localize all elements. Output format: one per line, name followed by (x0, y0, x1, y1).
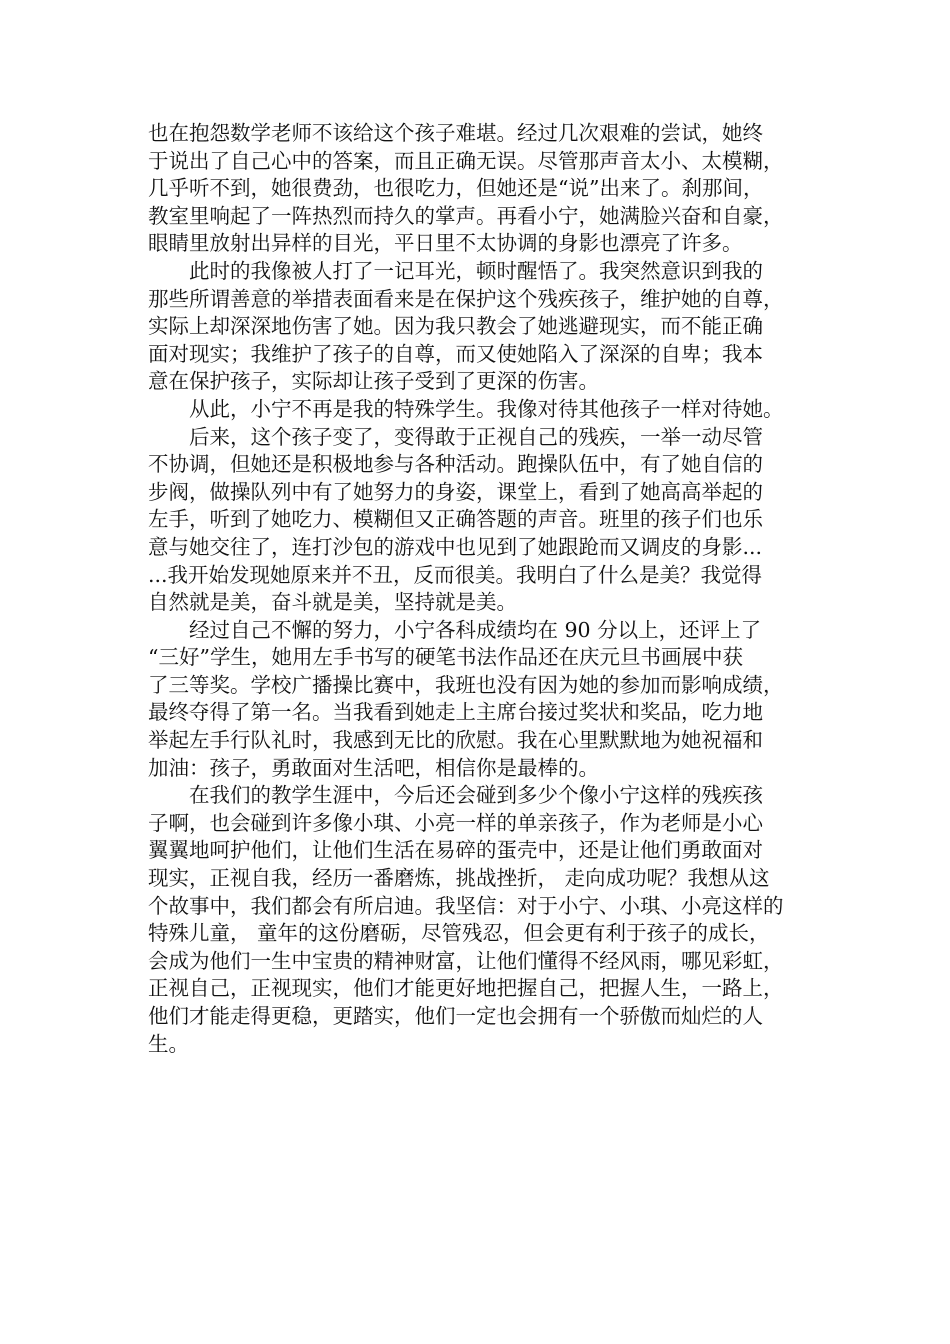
text-line: 左手，听到了她吃力、模糊但又正确答题的声音。班里的孩子们也乐 (148, 507, 763, 532)
text-line: 他们才能走得更稳，更踏实，他们一定也会拥有一个骄傲而灿烂的人 (148, 1004, 763, 1028)
document-body (148, 120, 813, 1058)
text-line: 加油：孩子，勇敢面对生活吧，相信你是最棒的。 (148, 755, 599, 780)
text-line: 举起左手行队礼时，我感到无比的欣慰。我在心里默默地为她祝福和 (148, 728, 763, 753)
text-line: 面对现实；我维护了孩子的自尊，而又使她陷入了深深的自卑；我本 (148, 341, 763, 366)
text-line: 子啊，也会碰到许多像小琪、小亮一样的单亲孩子，作为老师是小心 (148, 810, 763, 835)
text-line: 会成为他们一生中宝贵的精神财富，让他们懂得不经风雨，哪见彩虹， (148, 948, 784, 973)
text-line: 特殊儿童， 童年的这份磨砺，尽管残忍，但会更有利于孩子的成长， (148, 921, 770, 946)
text-line: 翼翼地呵护他们，让他们生活在易碎的蛋壳中，还是让他们勇敢面对 (148, 838, 763, 863)
text-line: 个故事中，我们都会有所启迪。我坚信：对于小宁、小琪、小亮这样的 (148, 893, 784, 918)
text-line: 那些所谓善意的举措表面看来是在保护这个残疾孩子，维护她的自尊， (148, 286, 784, 311)
paragraph-start-line: 经过自己不懈的努力，小宁各科成绩均在 90 分以上，还评上了 (189, 617, 762, 642)
text-line: 现实，正视自我，经历一番磨炼，挑战挫折， 走向成功呢？我想从这 (148, 866, 770, 891)
text-line: 实际上却深深地伤害了她。因为我只教会了她逃避现实，而不能正确 (148, 314, 763, 339)
text-line: 也在抱怨数学老师不该给这个孩子难堪。经过几次艰难的尝试，她终 (148, 121, 763, 145)
text-line: 意与她交往了，连打沙包的游戏中也见到了她跟跄而又调皮的身影... (148, 534, 763, 559)
text-line: “三好”学生，她用左手书写的硬笔书法作品还在庆元旦书画展中获 (148, 645, 743, 670)
text-line: 不协调，但她还是积极地参与各种活动。跑操队伍中，有了她自信的 (148, 452, 763, 477)
text-line: 了三等奖。学校广播操比赛中，我班也没有因为她的参加而影响成绩， (148, 672, 784, 697)
text-line: 于说出了自己心中的答案，而且正确无误。尽管那声音太小、太模糊， (148, 148, 784, 173)
text-line: 意在保护孩子，实际却让孩子受到了更深的伤害。 (148, 369, 599, 394)
paragraph-start-line: 此时的我像被人打了一记耳光，顿时醒悟了。我突然意识到我的 (189, 258, 763, 283)
text-line: 最终夺得了第一名。当我看到她走上主席台接过奖状和奖品，吃力地 (148, 700, 763, 725)
text-line: 眼睛里放射出异样的目光，平日里不太协调的身影也漂亮了许多。 (148, 231, 743, 256)
paragraph-start-line: 从此，小宁不再是我的特殊学生。我像对待其他孩子一样对待她。 (189, 396, 784, 421)
paragraph-start-line: 后来，这个孩子变了，变得敢于正视自己的残疾，一举一动尽管 (189, 424, 763, 449)
paragraph-start-line: 在我们的教学生涯中，今后还会碰到多少个像小宁这样的残疾孩 (189, 783, 763, 808)
text-line: ...我开始发现她原来并不丑，反而很美。我明白了什么是美？我觉得 (148, 562, 763, 587)
text-line: 正视自己，正视现实，他们才能更好地把握自己，把握人生，一路上， (148, 976, 784, 1001)
text-line: 自然就是美，奋斗就是美，坚持就是美。 (148, 590, 517, 615)
text-line: 教室里响起了一阵热烈而持久的掌声。再看小宁，她满脸兴奋和自豪， (148, 203, 784, 228)
text-line: 步阀，做操队列中有了她努力的身姿，课堂上，看到了她高高举起的 (148, 479, 763, 504)
text-line: 几乎听不到，她很费劲，也很吃力，但她还是“说”出来了。刹那间， (148, 176, 764, 201)
text-line: 生。 (148, 1031, 189, 1056)
